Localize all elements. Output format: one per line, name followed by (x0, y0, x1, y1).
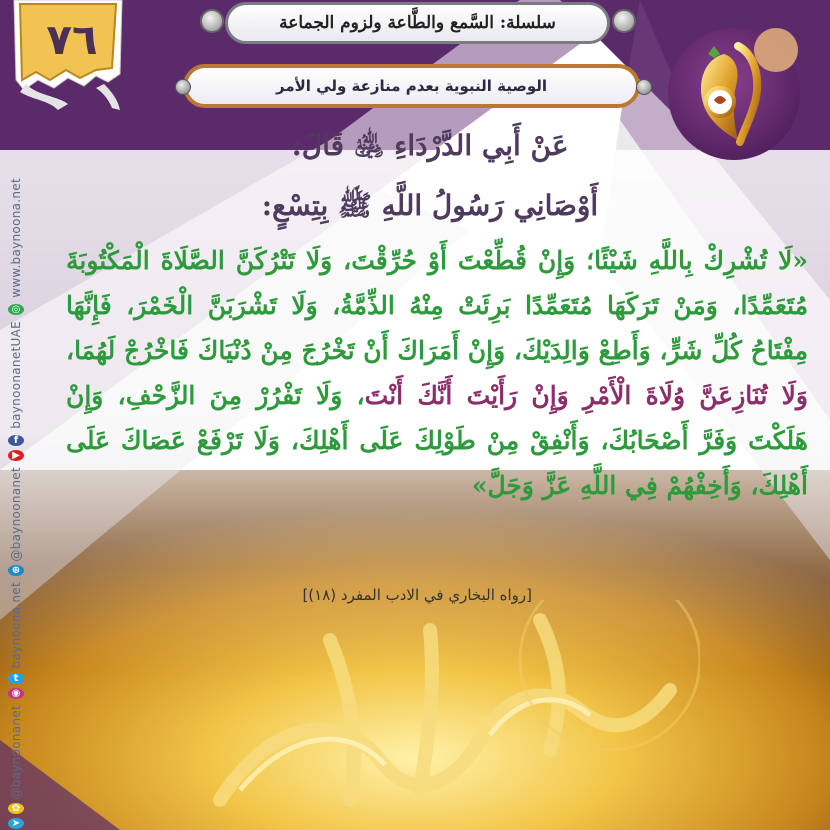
snapchat-icon[interactable]: ✿ (8, 803, 24, 814)
second-handle[interactable]: @baynoonanet (9, 704, 23, 800)
topic-title: الوصية النبوية بعدم منازعة ولي الأمر (276, 77, 547, 95)
narrator-line: عَنْ أَبِي الدَّرْدَاءِ ﵁ قَالَ: (291, 129, 569, 162)
instagram-icon[interactable]: ◉ (8, 688, 24, 699)
banner-knob-left (200, 9, 224, 33)
episode-number: ٧٦ (46, 15, 98, 64)
social-strip (4, 178, 28, 830)
website-url[interactable]: www.baynoona.net (9, 178, 23, 298)
hadith-text-part-2: ، وَلَا تَفْرُرْ مِنَ الزَّحْفِ، وَإِنْ هَلَكْتَ وَفَرَّ أَصْحَابُكَ، وَأَنْفِقْ مِنْ طَوْلِكَ عَلَى أَهْلِكَ، وَلَا تَرْفَعْ عَصَاكَ عَلَى أَهْلِكَ، وَأَخِفْهُمْ فِي اللَّهِ عَزَّ وَجَلَّ» (66, 381, 808, 500)
topic-rivet-left (175, 79, 191, 95)
calligraphy-decoration (180, 600, 700, 830)
uae-handle[interactable]: baynoonanetUAE (9, 320, 23, 429)
telegram-icon[interactable]: ➤ (8, 818, 24, 829)
narrator-line-2: أَوْصَانِي رَسُولُ اللَّهِ ﷺ بِتِسْعٍ: (261, 189, 599, 222)
web-globe-icon[interactable]: ◎ (8, 304, 24, 315)
hadith-highlight: وَلَا تُنَازِعَنَّ وُلَاةَ الْأَمْرِ وَإِنْ رَأَيْتَ أَنَّكَ أَنْتَ (364, 381, 808, 410)
hadith-source: [رواه البخاري في الادب المفرد (١٨)] (302, 586, 532, 604)
main-handle[interactable]: @baynoonanet (9, 466, 23, 562)
topic-title-banner (183, 64, 640, 108)
series-title: سلسلة: السَّمع والطَّاعة ولزوم الجماعة (279, 13, 556, 33)
facebook-icon[interactable]: f (8, 435, 24, 446)
topic-rivet-right (636, 79, 652, 95)
twitter-icon[interactable]: t (8, 673, 24, 684)
baynoona-logo (664, 24, 804, 164)
youtube-icon[interactable]: ▶ (8, 450, 24, 461)
site-short[interactable]: baynoona.net (9, 582, 23, 669)
hadith-text (66, 238, 808, 508)
globe-icon[interactable]: ⊕ (8, 565, 24, 576)
banner-knob-right (612, 9, 636, 33)
series-title-banner (225, 2, 610, 44)
hadith-text-part-1: «لَا تُشْرِكْ بِاللَّهِ شَيْئًا؛ وَإِنْ قُطِّعْتَ أَوْ حُرِّقْتَ، وَلَا تَتْرُكَنَّ الصَّلَاةَ الْمَكْتُوبَةَ مُتَعَمِّدًا، وَمَنْ تَرَكَهَا مُتَعَمِّدًا بَرِئَتْ مِنْهُ الذِّمَّةُ، وَلَا تَشْرَبَنَّ الْخَمْرَ، فَإِنَّهَا مِفْتَاحُ كُلِّ شَرٍّ، وَأَطِعْ وَالِدَيْكَ، وَإِنْ أَمَرَاكَ أَنْ تَخْرُجَ مِنْ دُنْيَاكَ فَاخْرُجْ لَهُمَا، (66, 246, 808, 365)
